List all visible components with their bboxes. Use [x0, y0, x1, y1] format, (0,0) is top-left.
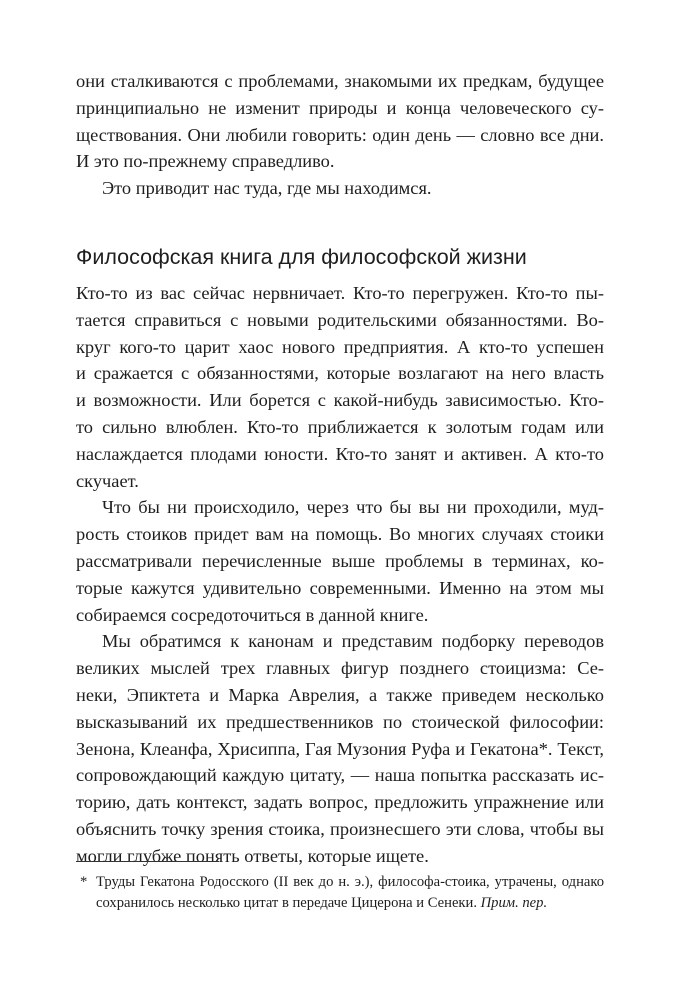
paragraph-2 [76, 494, 604, 628]
text-line: торию, дать контекст, задать вопрос, предложить упражнение или [76, 792, 604, 813]
text-line: великих мыслей трех главных фигур позднего стоицизма: Се- [76, 658, 604, 679]
text-line: Это приводит нас туда, где мы находимся. [102, 178, 432, 199]
transition-paragraph [76, 175, 604, 202]
paragraph-3 [76, 628, 604, 869]
text-line: то сильно влюблен. Кто-то приближается к золотым годам или [76, 416, 604, 437]
text-line: И это по-прежнему справедливо. [76, 151, 335, 172]
translator-note-label: Прим. пер. [480, 895, 548, 911]
footnote-line: Труды Гекатона Родосского (II век до н. э.), философа-стоика, утрачены, однако [96, 874, 604, 890]
text-line: могли глубже понять ответы, которые ищете. [76, 845, 429, 866]
text-line: и возможности. Или борется с какой-нибудь зависимостью. Кто- [76, 390, 604, 411]
text-line: сопровождающий каждую цитату, — наша попытка рассказать ис- [76, 765, 604, 786]
text-line: и сражается с обязанностями, которые возлагают на него власть [76, 363, 604, 384]
text-line: высказываний их предшественников по стоической философии: [76, 711, 604, 732]
opening-paragraph [76, 68, 604, 175]
text-line: рость стоиков придет вам на помощь. Во многих случаях стоики [76, 524, 604, 545]
text-line: Мы обратимся к канонам и представим подборку переводов [102, 631, 604, 652]
text-line: Зенона, Клеанфа, Хрисиппа, Гая Музония Руфа и Гекатона*. Текст, [76, 738, 604, 759]
text-line: торые кажутся удивительно современными. Именно на этом мы [76, 577, 604, 598]
text-line: Кто-то из вас сейчас нервничает. Кто-то перегружен. Кто-то пы- [76, 282, 604, 303]
footnote-marker: * [80, 874, 88, 890]
text-line: они сталкиваются с проблемами, знакомыми их предкам, будущее [76, 71, 604, 91]
footnote-line-2 [76, 893, 604, 914]
footnote-divider [76, 861, 219, 862]
text-line: ществования. Они любили говорить: один день — словно все дни. [76, 124, 604, 145]
text-line: скучает. [76, 470, 139, 491]
footnote-text: сохранилось несколько цитат в передаче Цицерона и Сенеки. [96, 895, 477, 911]
text-line: неки, Эпиктета и Марка Аврелия, а также приведем несколько [76, 684, 604, 705]
footnote [76, 872, 604, 914]
text-line: Что бы ни происходило, через что бы вы ни проходили, муд- [102, 497, 604, 518]
section-heading: Философская книга для философской жизни [76, 244, 527, 269]
text-line: наслаждается плодами юности. Кто-то занят и активен. А кто-то [76, 443, 604, 464]
paragraph-1 [76, 280, 604, 494]
text-line: рассматривали перечисленные выше проблемы в терминах, ко- [76, 550, 604, 571]
text-line: принципиально не изменит природы и конца человеческого су- [76, 97, 604, 118]
page-body [76, 68, 604, 870]
text-line: тается справиться с новыми родительскими обязанностями. Во- [76, 309, 604, 330]
text-line: собираемся сосредоточиться в данной книге. [76, 604, 429, 625]
text-line: объяснить точку зрения стоика, произнесшего эти слова, чтобы вы [76, 818, 604, 839]
text-line: круг кого-то царит хаос нового предприятия. А кто-то успешен [76, 336, 604, 357]
